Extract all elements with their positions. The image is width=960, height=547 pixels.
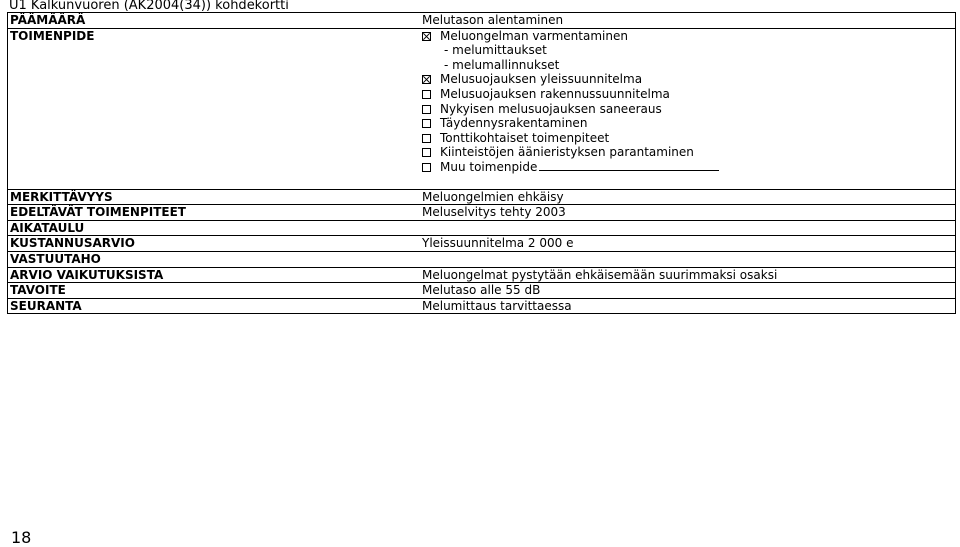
kustannusarvio-value: Yleissuunnitelma 2 000 e (418, 236, 956, 252)
fill-in-line (539, 160, 719, 171)
unchecked-checkbox-icon (422, 163, 431, 172)
vastuutaho-label: VASTUUTAHO (8, 251, 419, 267)
option-nykyisen-melusuojauksen-saneeraus (422, 102, 953, 117)
document-title: U1 Kalkunvuoren (AK2004(34)) kohdekortti (9, 0, 289, 13)
edeltavat-toimenpiteet-value: Meluselvitys tehty 2003 (418, 205, 956, 221)
option-muu-toimenpide (422, 160, 953, 175)
option-melusuojauksen-yleissuunnitelma (422, 72, 953, 87)
tavoite-row (8, 283, 956, 299)
checked-checkbox-icon (422, 75, 431, 84)
arvio-vaikutuksista-row (8, 267, 956, 283)
aikataulu-row (8, 220, 956, 236)
option-subitem: - melumittaukset (444, 43, 547, 58)
paamaara-row (8, 13, 956, 29)
unchecked-checkbox-icon (422, 148, 431, 157)
option-label: Melusuojauksen yleissuunnitelma (440, 72, 643, 87)
paamaara-label: PÄÄMÄÄRÄ (8, 13, 419, 29)
seuranta-value: Melumittaus tarvittaessa (418, 298, 956, 314)
target-card-table (7, 12, 956, 314)
checked-checkbox-icon (422, 32, 431, 41)
merkittavyys-label: MERKITTÄVYYS (8, 189, 419, 205)
option-label: Tonttikohtaiset toimenpiteet (440, 130, 610, 145)
vastuutaho-row (8, 251, 956, 267)
page-number: 18 (11, 528, 32, 547)
unchecked-checkbox-icon (422, 90, 431, 99)
seuranta-label: SEURANTA (8, 298, 419, 314)
toimenpide-label: TOIMENPIDE (10, 28, 95, 43)
aikataulu-value (418, 220, 956, 236)
arvio-vaikutuksista-value: Meluongelmat pystytään ehkäisemään suurimmaksi osaksi (418, 267, 956, 283)
tavoite-label: TAVOITE (8, 283, 419, 299)
option-label: Muu toimenpide (440, 159, 538, 174)
unchecked-checkbox-icon (422, 134, 431, 143)
option-label: Meluongelman varmentaminen (440, 28, 628, 43)
kustannusarvio-label: KUSTANNUSARVIO (8, 236, 419, 252)
kustannusarvio-row (8, 236, 956, 252)
option-taydennysrakentaminen (422, 116, 953, 131)
aikataulu-label: AIKATAULU (8, 220, 419, 236)
option-label: Täydennysrakentaminen (440, 116, 588, 131)
option-label: Nykyisen melusuojauksen saneeraus (440, 101, 662, 116)
toimenpide-options (418, 28, 956, 174)
merkittavyys-value: Meluongelmien ehkäisy (418, 189, 956, 205)
vastuutaho-value (418, 251, 956, 267)
seuranta-row (8, 298, 956, 314)
edeltavat-toimenpiteet-label: EDELTÄVÄT TOIMENPITEET (8, 205, 419, 221)
option-tonttikohtaiset-toimenpiteet (422, 131, 953, 146)
merkittavyys-row (8, 189, 956, 205)
option-kiinteistojen-aanieristys (422, 145, 953, 160)
unchecked-checkbox-icon (422, 119, 431, 128)
tavoite-value: Melutaso alle 55 dB (418, 283, 956, 299)
paamaara-value: Melutason alentaminen (418, 13, 956, 29)
spacer-row (8, 175, 956, 190)
option-label: Kiinteistöjen äänieristyksen parantaminen (440, 145, 694, 160)
option-label: Melusuojauksen rakennussuunnitelma (440, 86, 670, 101)
arvio-vaikutuksista-label: ARVIO VAIKUTUKSISTA (8, 267, 419, 283)
edeltavat-toimenpiteet-row (8, 205, 956, 221)
toimenpide-row (8, 28, 956, 174)
unchecked-checkbox-icon (422, 105, 431, 114)
option-melusuojauksen-rakennussuunnitelma (422, 87, 953, 102)
option-meluongelman-varmentaminen (422, 29, 953, 44)
option-subitem: - melumallinnukset (444, 57, 560, 72)
